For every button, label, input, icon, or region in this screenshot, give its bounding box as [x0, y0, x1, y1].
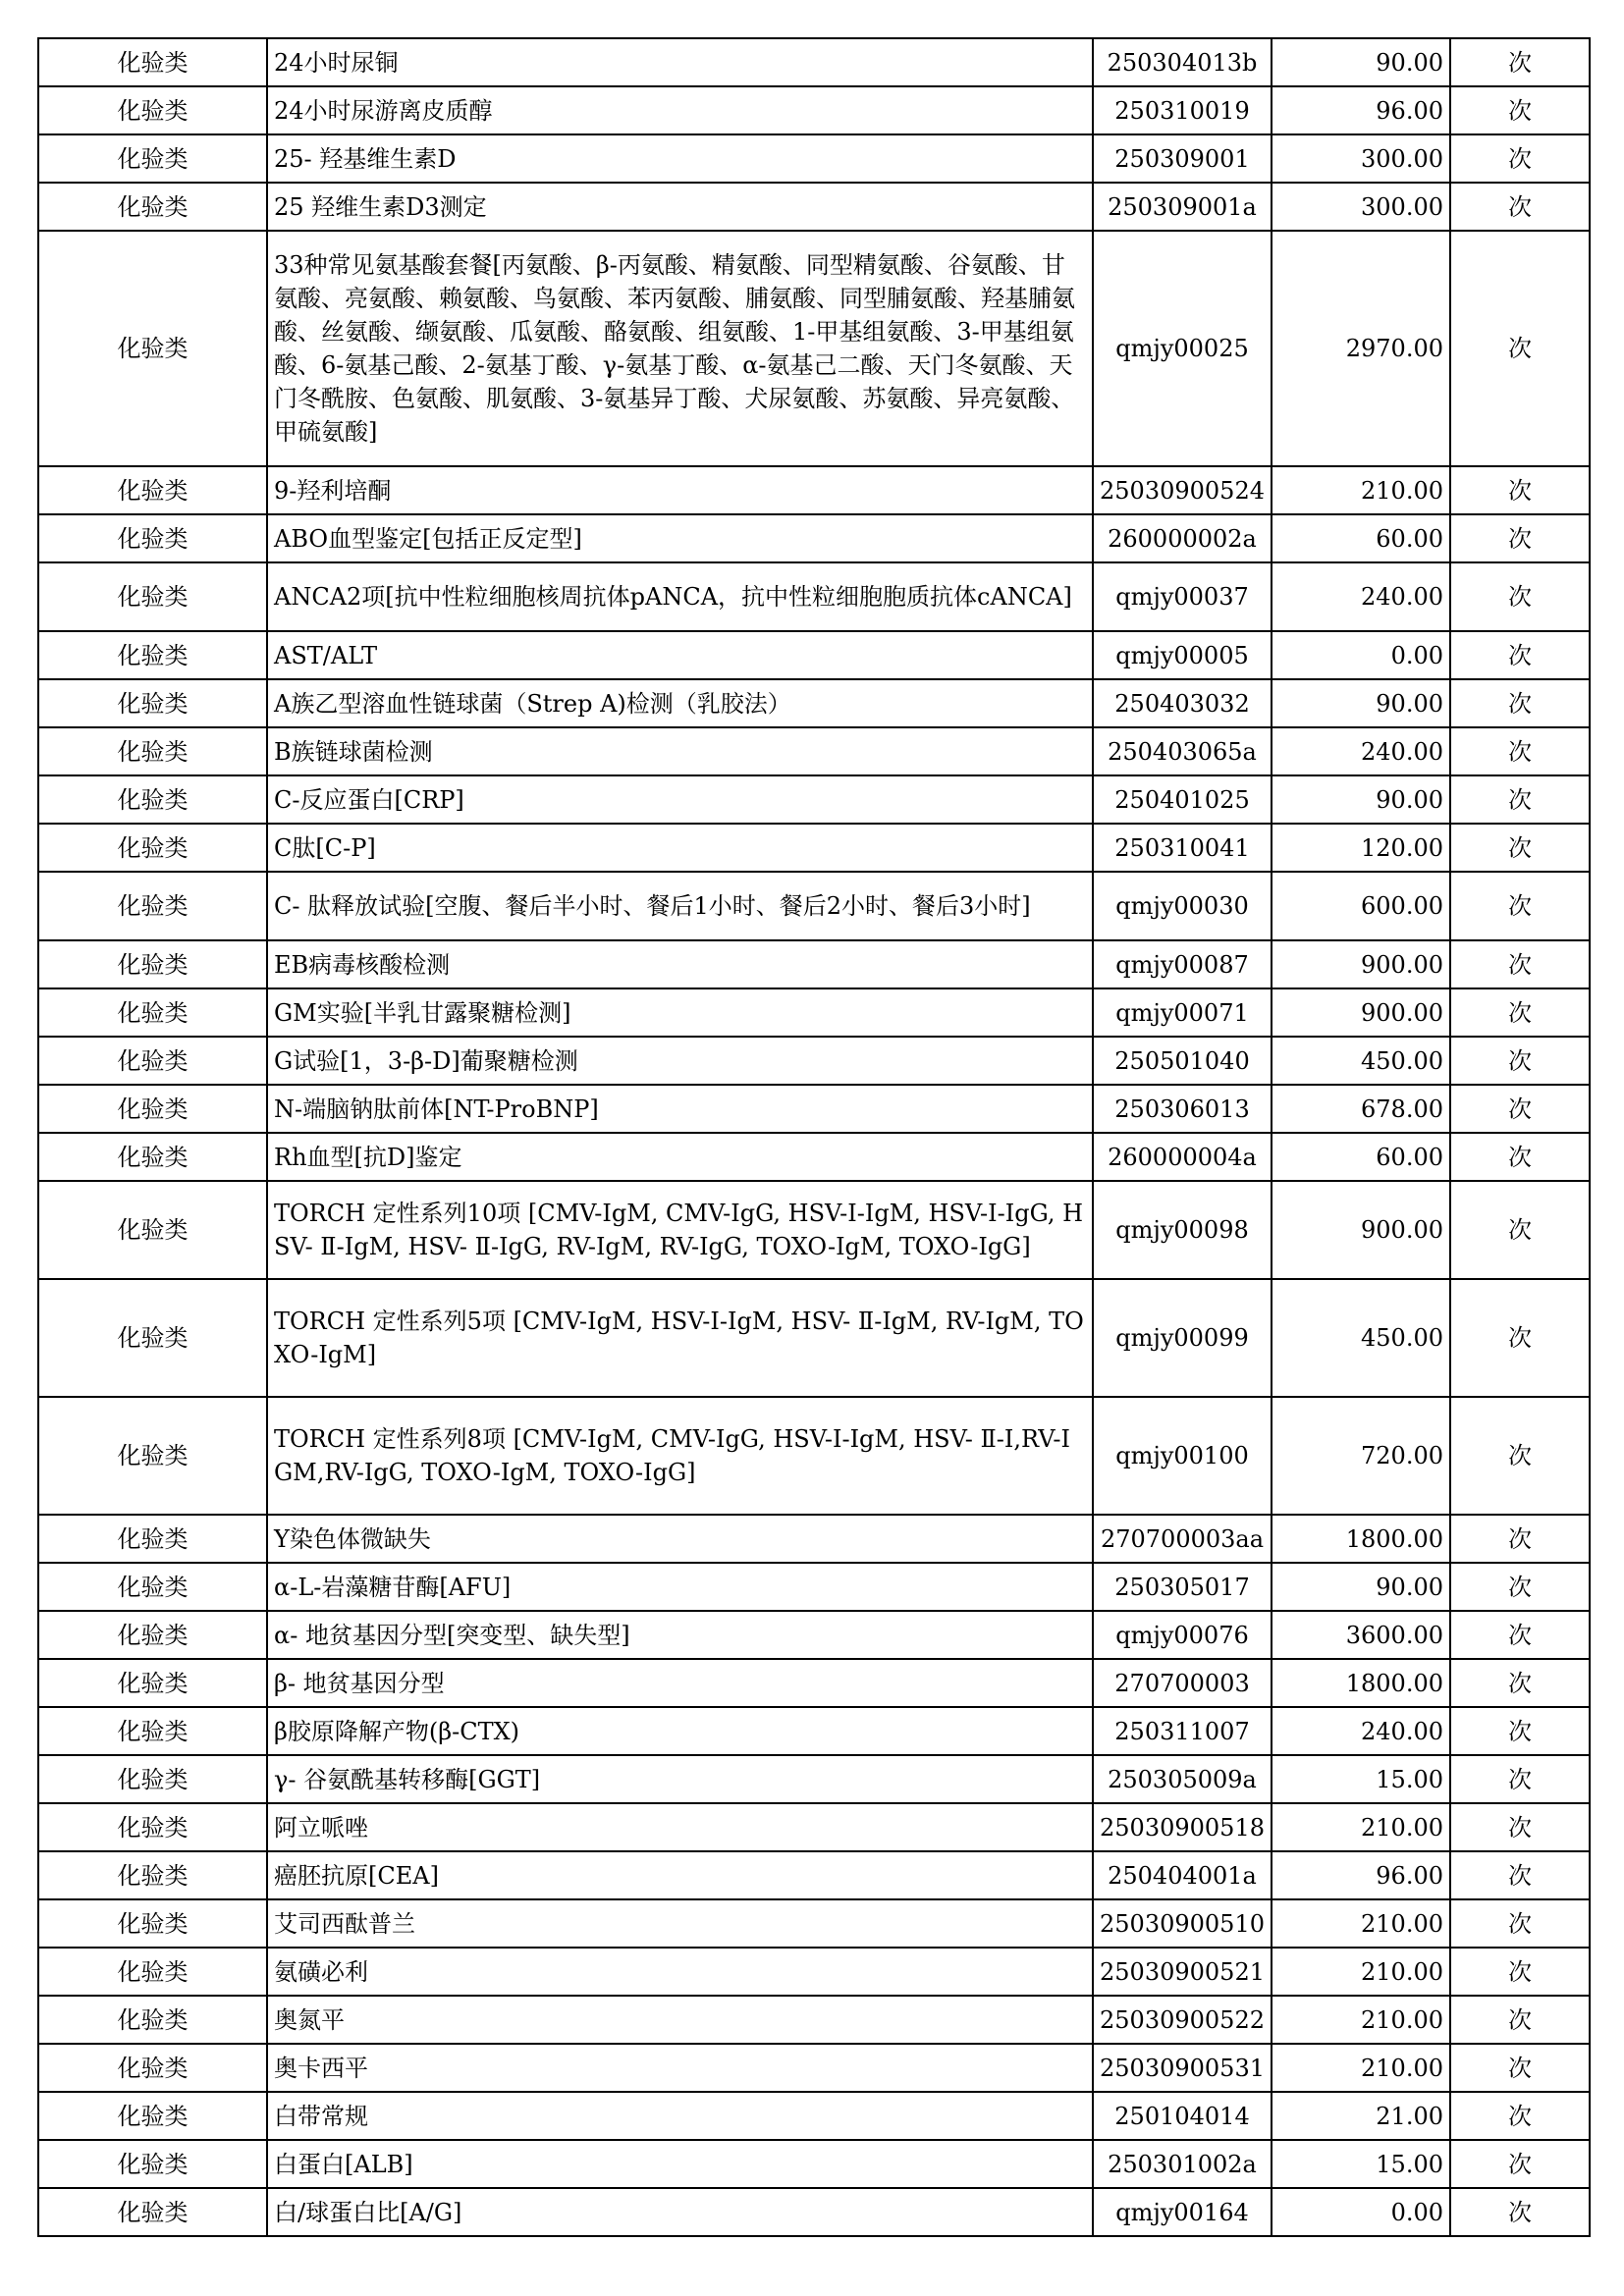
unit-cell: 次 [1450, 940, 1590, 988]
item-code-cell: 270700003 [1093, 1659, 1272, 1707]
table-row [38, 1279, 1590, 1397]
item-name-cell: B族链球菌检测 [267, 727, 1093, 775]
table-row [38, 2140, 1590, 2188]
unit-cell: 次 [1450, 1279, 1590, 1397]
category-cell: 化验类 [38, 1755, 267, 1803]
table-row [38, 2044, 1590, 2092]
price-cell: 720.00 [1272, 1397, 1450, 1515]
item-code-cell: 270700003aa [1093, 1515, 1272, 1563]
category-cell: 化验类 [38, 514, 267, 562]
unit-cell: 次 [1450, 824, 1590, 872]
table-row [38, 1133, 1590, 1181]
category-cell: 化验类 [38, 824, 267, 872]
item-code-cell: 260000004a [1093, 1133, 1272, 1181]
item-code-cell: 250104014 [1093, 2092, 1272, 2140]
unit-cell: 次 [1450, 1085, 1590, 1133]
table-row [38, 2092, 1590, 2140]
category-cell: 化验类 [38, 1133, 267, 1181]
category-cell: 化验类 [38, 562, 267, 631]
table-row [38, 1659, 1590, 1707]
price-cell: 240.00 [1272, 562, 1450, 631]
table-row [38, 631, 1590, 679]
table-row [38, 1707, 1590, 1755]
unit-cell: 次 [1450, 466, 1590, 514]
table-row [38, 1563, 1590, 1611]
price-cell: 15.00 [1272, 1755, 1450, 1803]
item-name-cell: 阿立哌唑 [267, 1803, 1093, 1851]
item-name-cell: 氨磺必利 [267, 1948, 1093, 1996]
price-cell: 210.00 [1272, 1899, 1450, 1948]
category-cell: 化验类 [38, 1037, 267, 1085]
unit-cell: 次 [1450, 1397, 1590, 1515]
price-cell: 90.00 [1272, 679, 1450, 727]
table-row [38, 1948, 1590, 1996]
item-name-cell: C-反应蛋白[CRP] [267, 775, 1093, 824]
price-cell: 90.00 [1272, 38, 1450, 86]
item-code-cell: 25030900531 [1093, 2044, 1272, 2092]
item-code-cell: 250301002a [1093, 2140, 1272, 2188]
item-name-cell: α-L-岩藻糖苷酶[AFU] [267, 1563, 1093, 1611]
item-code-cell: qmjy00037 [1093, 562, 1272, 631]
item-code-cell: 250403065a [1093, 727, 1272, 775]
item-name-cell: TORCH 定性系列5项 [CMV-IgM, HSV-Ⅰ-IgM, HSV- Ⅱ-IgM, RV-IgM, TOXO-IgM] [267, 1279, 1093, 1397]
table-row [38, 824, 1590, 872]
category-cell: 化验类 [38, 1279, 267, 1397]
unit-cell: 次 [1450, 679, 1590, 727]
table-row [38, 1611, 1590, 1659]
item-name-cell: β- 地贫基因分型 [267, 1659, 1093, 1707]
item-name-cell: β胶原降解产物(β-CTX) [267, 1707, 1093, 1755]
table-row [38, 86, 1590, 134]
table-row [38, 2188, 1590, 2236]
item-name-cell: 24小时尿游离皮质醇 [267, 86, 1093, 134]
item-code-cell: 250305009a [1093, 1755, 1272, 1803]
category-cell: 化验类 [38, 2044, 267, 2092]
table-row [38, 1515, 1590, 1563]
category-cell: 化验类 [38, 872, 267, 940]
category-cell: 化验类 [38, 38, 267, 86]
price-cell: 450.00 [1272, 1037, 1450, 1085]
item-code-cell: 25030900524 [1093, 466, 1272, 514]
category-cell: 化验类 [38, 134, 267, 183]
price-cell: 15.00 [1272, 2140, 1450, 2188]
item-code-cell: 260000002a [1093, 514, 1272, 562]
unit-cell: 次 [1450, 1659, 1590, 1707]
unit-cell: 次 [1450, 1851, 1590, 1899]
item-code-cell: qmjy00100 [1093, 1397, 1272, 1515]
unit-cell: 次 [1450, 183, 1590, 231]
price-cell: 96.00 [1272, 1851, 1450, 1899]
unit-cell: 次 [1450, 1899, 1590, 1948]
price-cell: 120.00 [1272, 824, 1450, 872]
table-row [38, 231, 1590, 466]
category-cell: 化验类 [38, 1659, 267, 1707]
item-name-cell: 25 羟维生素D3测定 [267, 183, 1093, 231]
item-code-cell: qmjy00030 [1093, 872, 1272, 940]
category-cell: 化验类 [38, 1563, 267, 1611]
category-cell: 化验类 [38, 1085, 267, 1133]
item-name-cell: 24小时尿铜 [267, 38, 1093, 86]
item-code-cell: qmjy00164 [1093, 2188, 1272, 2236]
unit-cell: 次 [1450, 1133, 1590, 1181]
item-name-cell: AST/ALT [267, 631, 1093, 679]
item-name-cell: 9-羟利培酮 [267, 466, 1093, 514]
item-code-cell: qmjy00098 [1093, 1181, 1272, 1279]
unit-cell: 次 [1450, 1181, 1590, 1279]
item-name-cell: 25- 羟基维生素D [267, 134, 1093, 183]
table-row [38, 679, 1590, 727]
category-cell: 化验类 [38, 86, 267, 134]
item-code-cell: 25030900521 [1093, 1948, 1272, 1996]
table-row [38, 775, 1590, 824]
item-code-cell: 25030900518 [1093, 1803, 1272, 1851]
unit-cell: 次 [1450, 1755, 1590, 1803]
item-code-cell: 250306013 [1093, 1085, 1272, 1133]
item-code-cell: qmjy00005 [1093, 631, 1272, 679]
item-name-cell: TORCH 定性系列10项 [CMV-IgM, CMV-IgG, HSV-Ⅰ-IgM, HSV-Ⅰ-IgG, HSV- Ⅱ-IgM, HSV- Ⅱ-IgG, RV-IgM, RV-IgG, TOXO-IgM, TOXO-IgG] [267, 1181, 1093, 1279]
item-name-cell: 奥卡西平 [267, 2044, 1093, 2092]
unit-cell: 次 [1450, 775, 1590, 824]
category-cell: 化验类 [38, 466, 267, 514]
unit-cell: 次 [1450, 1515, 1590, 1563]
unit-cell: 次 [1450, 1996, 1590, 2044]
category-cell: 化验类 [38, 631, 267, 679]
item-code-cell: 250310019 [1093, 86, 1272, 134]
item-name-cell: C肽[C-P] [267, 824, 1093, 872]
item-code-cell: 25030900510 [1093, 1899, 1272, 1948]
item-code-cell: 250311007 [1093, 1707, 1272, 1755]
item-code-cell: 250309001 [1093, 134, 1272, 183]
table-row [38, 988, 1590, 1037]
item-code-cell: 250309001a [1093, 183, 1272, 231]
unit-cell: 次 [1450, 38, 1590, 86]
price-cell: 900.00 [1272, 988, 1450, 1037]
price-cell: 600.00 [1272, 872, 1450, 940]
price-cell: 60.00 [1272, 1133, 1450, 1181]
price-cell: 240.00 [1272, 727, 1450, 775]
category-cell: 化验类 [38, 775, 267, 824]
price-cell: 210.00 [1272, 1996, 1450, 2044]
price-cell: 300.00 [1272, 183, 1450, 231]
table-row [38, 1181, 1590, 1279]
category-cell: 化验类 [38, 940, 267, 988]
table-row [38, 1755, 1590, 1803]
price-cell: 0.00 [1272, 2188, 1450, 2236]
item-name-cell: α- 地贫基因分型[突变型、缺失型] [267, 1611, 1093, 1659]
unit-cell: 次 [1450, 2092, 1590, 2140]
price-cell: 1800.00 [1272, 1659, 1450, 1707]
unit-cell: 次 [1450, 1803, 1590, 1851]
item-code-cell: 25030900522 [1093, 1996, 1272, 2044]
category-cell: 化验类 [38, 1707, 267, 1755]
item-code-cell: 250403032 [1093, 679, 1272, 727]
category-cell: 化验类 [38, 1515, 267, 1563]
price-cell: 210.00 [1272, 466, 1450, 514]
item-name-cell: EB病毒核酸检测 [267, 940, 1093, 988]
price-cell: 3600.00 [1272, 1611, 1450, 1659]
item-name-cell: 艾司西酞普兰 [267, 1899, 1093, 1948]
item-name-cell: GM实验[半乳甘露聚糖检测] [267, 988, 1093, 1037]
category-cell: 化验类 [38, 1899, 267, 1948]
item-name-cell: G试验[1，3-β-D]葡聚糖检测 [267, 1037, 1093, 1085]
price-cell: 210.00 [1272, 1948, 1450, 1996]
table-row [38, 1851, 1590, 1899]
price-cell: 210.00 [1272, 2044, 1450, 2092]
category-cell: 化验类 [38, 1803, 267, 1851]
table-row [38, 1037, 1590, 1085]
unit-cell: 次 [1450, 1611, 1590, 1659]
unit-cell: 次 [1450, 86, 1590, 134]
table-row [38, 872, 1590, 940]
item-name-cell: TORCH 定性系列8项 [CMV-IgM, CMV-IgG, HSV-Ⅰ-IgM, HSV- Ⅱ-I,RV-IGM,RV-IgG, TOXO-IgM, TOXO-IgG] [267, 1397, 1093, 1515]
item-name-cell: ABO血型鉴定[包括正反定型] [267, 514, 1093, 562]
price-cell: 21.00 [1272, 2092, 1450, 2140]
price-cell: 96.00 [1272, 86, 1450, 134]
price-cell: 60.00 [1272, 514, 1450, 562]
category-cell: 化验类 [38, 231, 267, 466]
unit-cell: 次 [1450, 1037, 1590, 1085]
item-name-cell: 白带常规 [267, 2092, 1093, 2140]
unit-cell: 次 [1450, 134, 1590, 183]
item-name-cell: N-端脑钠肽前体[NT-ProBNP] [267, 1085, 1093, 1133]
price-cell: 90.00 [1272, 1563, 1450, 1611]
unit-cell: 次 [1450, 1707, 1590, 1755]
category-cell: 化验类 [38, 1611, 267, 1659]
item-name-cell: 癌胚抗原[CEA] [267, 1851, 1093, 1899]
category-cell: 化验类 [38, 1996, 267, 2044]
item-code-cell: qmjy00071 [1093, 988, 1272, 1037]
item-name-cell: Rh血型[抗D]鉴定 [267, 1133, 1093, 1181]
table-row [38, 940, 1590, 988]
table-row [38, 1397, 1590, 1515]
item-name-cell: Y染色体微缺失 [267, 1515, 1093, 1563]
item-name-cell: A族乙型溶血性链球菌（Strep A)检测（乳胶法） [267, 679, 1093, 727]
item-name-cell: 白蛋白[ALB] [267, 2140, 1093, 2188]
item-name-cell: C- 肽释放试验[空腹、餐后半小时、餐后1小时、餐后2小时、餐后3小时] [267, 872, 1093, 940]
item-name-cell: 33种常见氨基酸套餐[丙氨酸、β-丙氨酸、精氨酸、同型精氨酸、谷氨酸、甘氨酸、亮氨酸、赖氨酸、鸟氨酸、苯丙氨酸、脯氨酸、同型脯氨酸、羟基脯氨酸、丝氨酸、缬氨酸、瓜氨酸、酪氨酸、组氨酸、1-甲基组氨酸、3-甲基组氨酸、6-氨基己酸、2-氨基丁酸、γ-氨基丁酸、α-氨基己二酸、天门冬氨酸、天门冬酰胺、色氨酸、肌氨酸、3-氨基异丁酸、犬尿氨酸、苏氨酸、异亮氨酸、甲硫氨酸] [267, 231, 1093, 466]
item-code-cell: 250501040 [1093, 1037, 1272, 1085]
unit-cell: 次 [1450, 2044, 1590, 2092]
category-cell: 化验类 [38, 1181, 267, 1279]
item-name-cell: γ- 谷氨酰基转移酶[GGT] [267, 1755, 1093, 1803]
table-row [38, 514, 1590, 562]
category-cell: 化验类 [38, 1851, 267, 1899]
unit-cell: 次 [1450, 2188, 1590, 2236]
price-cell: 1800.00 [1272, 1515, 1450, 1563]
unit-cell: 次 [1450, 727, 1590, 775]
unit-cell: 次 [1450, 1563, 1590, 1611]
price-cell: 0.00 [1272, 631, 1450, 679]
category-cell: 化验类 [38, 727, 267, 775]
table-body [38, 38, 1590, 2236]
price-cell: 2970.00 [1272, 231, 1450, 466]
category-cell: 化验类 [38, 1948, 267, 1996]
category-cell: 化验类 [38, 1397, 267, 1515]
price-cell: 240.00 [1272, 1707, 1450, 1755]
price-table [37, 37, 1591, 2237]
category-cell: 化验类 [38, 2092, 267, 2140]
price-cell: 300.00 [1272, 134, 1450, 183]
item-name-cell: 奥氮平 [267, 1996, 1093, 2044]
table-row [38, 1803, 1590, 1851]
price-cell: 450.00 [1272, 1279, 1450, 1397]
table-row [38, 38, 1590, 86]
unit-cell: 次 [1450, 562, 1590, 631]
price-cell: 900.00 [1272, 1181, 1450, 1279]
item-code-cell: 250404001a [1093, 1851, 1272, 1899]
price-cell: 678.00 [1272, 1085, 1450, 1133]
table-row [38, 134, 1590, 183]
category-cell: 化验类 [38, 183, 267, 231]
unit-cell: 次 [1450, 514, 1590, 562]
unit-cell: 次 [1450, 988, 1590, 1037]
item-code-cell: qmjy00076 [1093, 1611, 1272, 1659]
price-cell: 210.00 [1272, 1803, 1450, 1851]
item-code-cell: qmjy00025 [1093, 231, 1272, 466]
unit-cell: 次 [1450, 231, 1590, 466]
item-code-cell: 250310041 [1093, 824, 1272, 872]
item-name-cell: ANCA2项[抗中性粒细胞核周抗体pANCA，抗中性粒细胞胞质抗体cANCA] [267, 562, 1093, 631]
category-cell: 化验类 [38, 679, 267, 727]
unit-cell: 次 [1450, 631, 1590, 679]
table-row [38, 1899, 1590, 1948]
item-code-cell: qmjy00087 [1093, 940, 1272, 988]
unit-cell: 次 [1450, 2140, 1590, 2188]
table-row [38, 183, 1590, 231]
category-cell: 化验类 [38, 2140, 267, 2188]
category-cell: 化验类 [38, 2188, 267, 2236]
item-code-cell: 250304013b [1093, 38, 1272, 86]
category-cell: 化验类 [38, 988, 267, 1037]
price-cell: 90.00 [1272, 775, 1450, 824]
item-code-cell: 250305017 [1093, 1563, 1272, 1611]
unit-cell: 次 [1450, 1948, 1590, 1996]
table-row [38, 1085, 1590, 1133]
unit-cell: 次 [1450, 872, 1590, 940]
table-row [38, 466, 1590, 514]
table-row [38, 562, 1590, 631]
table-row [38, 727, 1590, 775]
item-name-cell: 白/球蛋白比[A/G] [267, 2188, 1093, 2236]
item-code-cell: qmjy00099 [1093, 1279, 1272, 1397]
item-code-cell: 250401025 [1093, 775, 1272, 824]
price-cell: 900.00 [1272, 940, 1450, 988]
table-row [38, 1996, 1590, 2044]
